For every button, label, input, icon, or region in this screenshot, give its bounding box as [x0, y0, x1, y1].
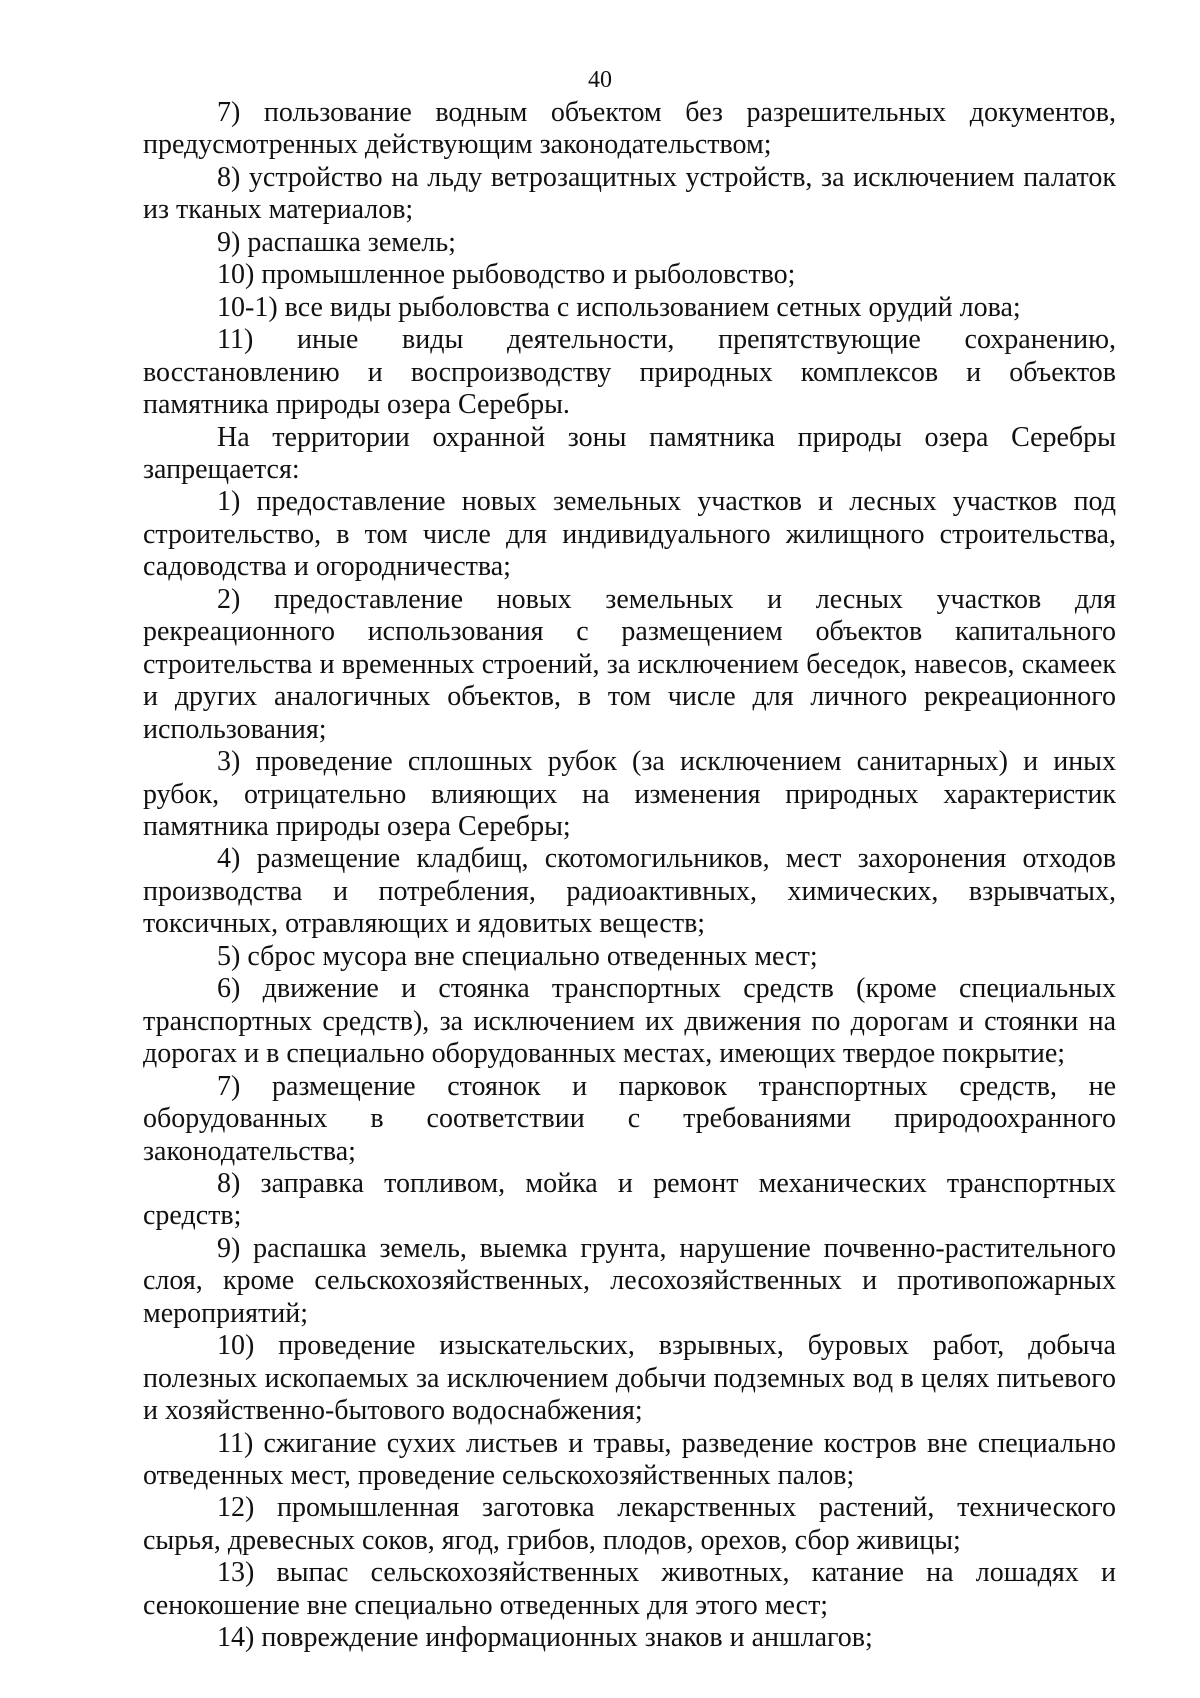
list-item: 14) повреждение информационных знаков и аншлагов;: [217, 1622, 873, 1654]
list-item: 6) движение и стоянка транспортных средств (кроме специальных транспортных средств), за исключением их движения по дорогам и стоянки на дорогах и в специально оборудованных местах, имеющих твердое покрытие;: [143, 973, 1116, 1070]
list-item: 10) проведение изыскательских, взрывных, буровых работ, добыча полезных ископаемых за исключением добычи подземных вод в целях питьевого и хозяйственно-бытового водоснабжения;: [143, 1330, 1116, 1427]
list-item: 8) заправка топливом, мойка и ремонт механических транспортных средств;: [143, 1167, 1116, 1232]
list-item: 7) размещение стоянок и парковок транспортных средств, не оборудованных в соответствии с требованиями природоохранного законодательства;: [143, 1070, 1116, 1167]
list-item: 13) выпас сельскохозяйственных животных, катание на лошадях и сенокошение вне специально отведенных для этого мест;: [143, 1557, 1116, 1621]
list-item: 11) иные виды деятельности, препятствующие сохранению, восстановлению и воспроизводству природных комплексов и объектов памятника природы озера Серебры.: [143, 324, 1116, 421]
list-item: 12) промышленная заготовка лекарственных растений, технического сырья, древесных соков, ягод, грибов, плодов, орехов, сбор живицы;: [143, 1492, 1116, 1556]
section-intro: На территории охранной зоны памятника природы озера Серебры запрещается:: [143, 421, 1116, 485]
list-item: 4) размещение кладбищ, скотомогильников, мест захоронения отходов производства и потребления, радиоактивных, химических, взрывчатых, токсичных, отравляющих и ядовитых веществ;: [143, 843, 1116, 940]
list-item: 5) сброс мусора вне специально отведенных мест;: [217, 940, 818, 972]
list-item: 11) сжигание сухих листьев и травы, разведение костров вне специально отведенных мест, проведение сельскохозяйственных палов;: [143, 1427, 1116, 1492]
list-item: 10) промышленное рыбоводство и рыболовство;: [217, 259, 796, 291]
document-body: [143, 97, 1116, 1655]
list-item: 2) предоставление новых земельных и лесных участков для рекреационного использования с размещением объектов капитального строительства и временных строений, за исключением беседок, навесов, скамеек и других аналогичных объектов, в том числе для личного рекреационного использования;: [143, 583, 1116, 745]
list-item: 10-1) все виды рыболовства с использованием сетных орудий лова;: [217, 291, 1021, 323]
list-item: 9) распашка земель, выемка грунта, нарушение почвенно-растительного слоя, кроме сельскохозяйственных, лесохозяйственных и противопожарных мероприятий;: [143, 1232, 1116, 1329]
list-item: 9) распашка земель;: [217, 226, 456, 258]
page-number: 40: [588, 67, 612, 93]
list-item: 1) предоставление новых земельных участков и лесных участков под строительство, в том числе для индивидуального жилищного строительства, садоводства и огородничества;: [143, 486, 1116, 583]
list-item: 8) устройство на льду ветрозащитных устройств, за исключением палаток из тканых материалов;: [143, 161, 1116, 226]
list-item: 3) проведение сплошных рубок (за исключением санитарных) и иных рубок, отрицательно влияющих на изменения природных характеристик памятника природы озера Серебры;: [143, 746, 1116, 842]
list-item: 7) пользование водным объектом без разрешительных документов, предусмотренных действующим законодательством;: [143, 97, 1116, 161]
